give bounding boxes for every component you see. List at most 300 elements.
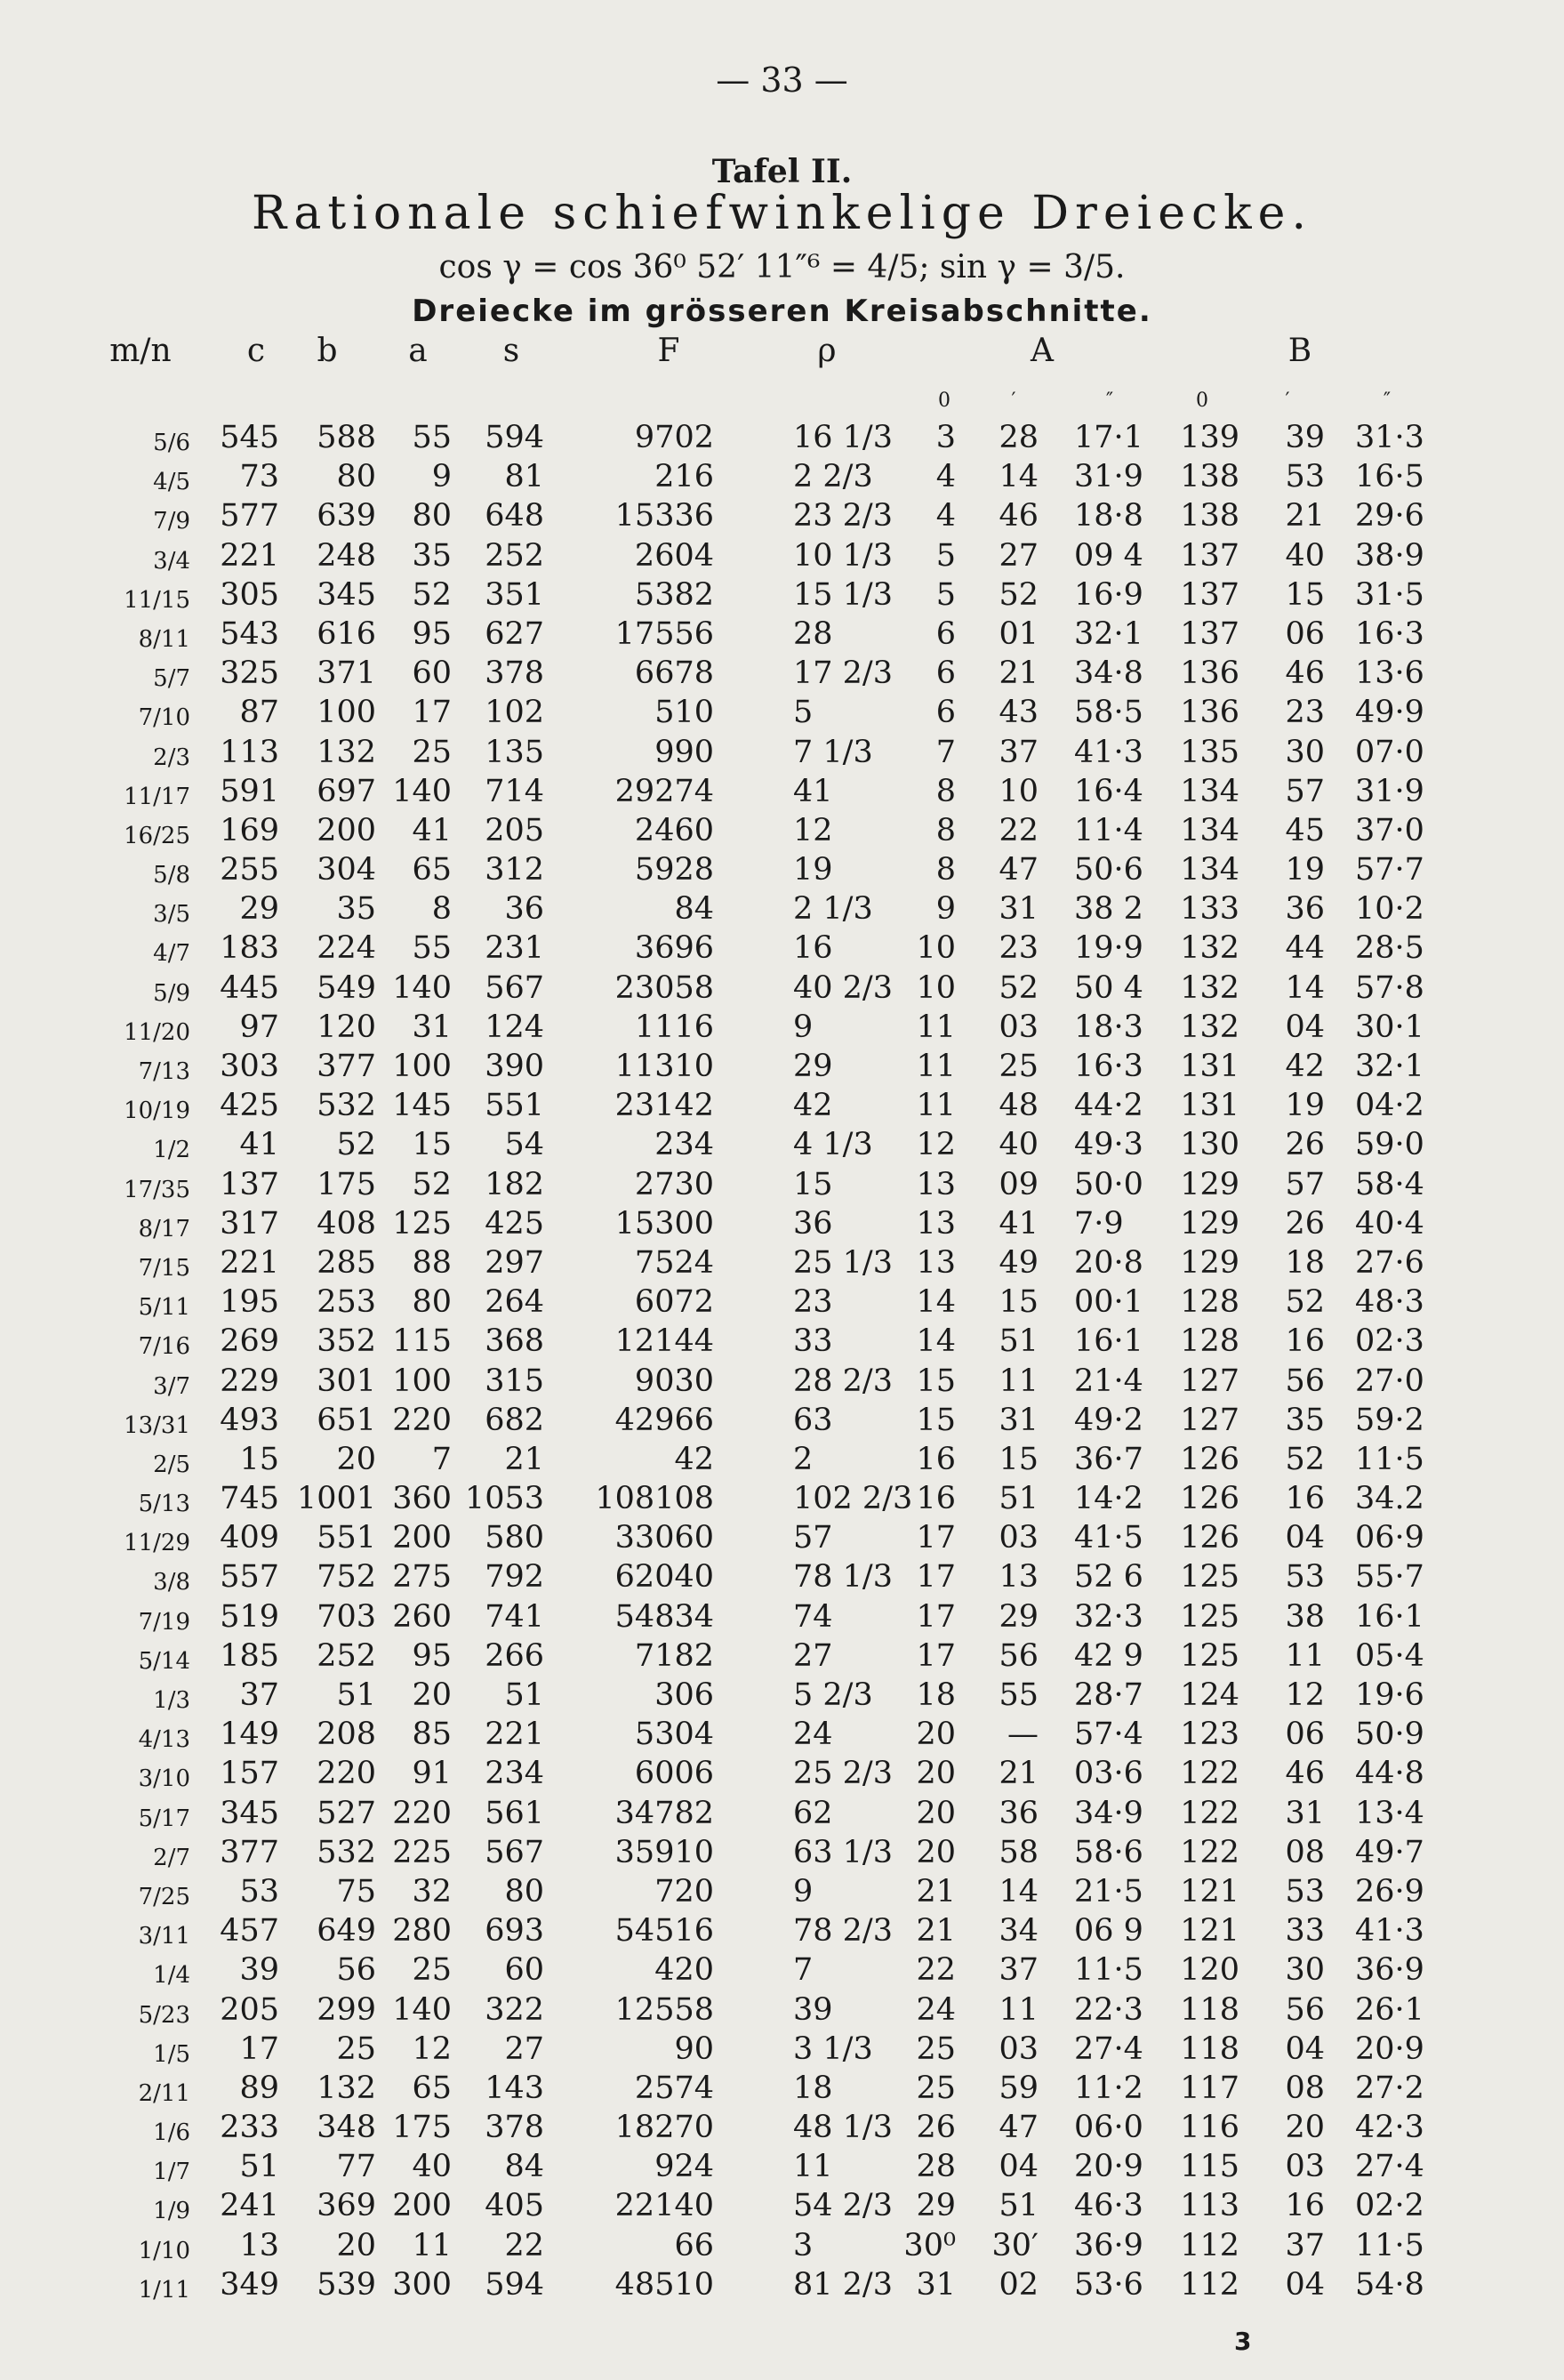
table-row [0,654,1564,693]
cell-B-min: 11 [1285,1637,1325,1674]
cell-b: 539 [317,2266,376,2303]
unit-A-min: ′ [1011,390,1016,412]
cell-A-deg: 12 [916,1127,956,1163]
table-row [0,2147,1564,2186]
cell-rho: 9 [793,1009,814,1045]
cell-B-sec: 26·9 [1355,1873,1424,1910]
cell-c: 591 [220,773,279,809]
cell-B-min: 16 [1285,2188,1325,2224]
cell-A-min: 36 [999,1795,1039,1831]
cell-b: 697 [317,773,376,809]
cell-s: 567 [485,1834,544,1870]
cell-B-sec: 27·6 [1355,1244,1424,1281]
cell-c: 545 [220,420,279,455]
cell-A-min: 29 [999,1598,1039,1635]
cell-F: 11310 [614,1049,714,1084]
cell-F: 29274 [614,773,714,809]
cell-A-min: 28 [999,420,1039,455]
cell-rho: 74 [793,1598,833,1635]
cell-a: 360 [392,1481,452,1517]
cell-mn: 11/15 [124,586,190,614]
cell-a: 20 [412,1677,452,1713]
cell-B-sec: 29·6 [1355,498,1424,535]
cell-s: 741 [485,1598,544,1635]
cell-A-deg: 11 [916,1049,956,1084]
cell-B-min: 18 [1285,1244,1325,1281]
cell-F: 42966 [614,1402,714,1438]
cell-A-sec: 11·2 [1074,2070,1143,2106]
cell-A-deg: 16 [916,1481,956,1517]
cell-mn: 5/14 [138,1647,190,1675]
cell-A-deg: 16 [916,1441,956,1477]
cell-B-sec: 48·3 [1355,1284,1424,1321]
unit-B-sec: ″ [1383,390,1392,412]
cell-F: 6072 [634,1284,714,1321]
header-a: a [408,333,428,369]
cell-F: 42 [674,1441,714,1477]
cell-A-sec: 32·1 [1074,615,1143,652]
cell-s: 627 [485,615,544,652]
cell-A-min: 41 [999,1205,1039,1242]
cell-mn: 1/11 [138,2276,190,2304]
cell-F: 234 [654,1127,714,1163]
cell-a: 55 [412,930,452,967]
cell-mn: 7/19 [138,1608,190,1636]
cell-s: 231 [485,930,544,967]
cell-s: 135 [485,734,544,770]
section-subtitle: Dreiecke im grösseren Kreisabschnitte. [412,293,1152,329]
cell-B-sec: 54·8 [1355,2266,1424,2303]
header-s: s [502,333,520,369]
cell-c: 51 [239,2149,279,2185]
cell-b: 220 [317,1756,376,1792]
cell-s: 297 [485,1244,544,1281]
cell-B-deg: 132 [1180,969,1239,1006]
table-row [0,496,1564,535]
cell-mn: 3/4 [153,547,190,575]
cell-A-sec: 16·4 [1074,773,1143,809]
cell-F: 9030 [634,1363,714,1399]
cell-B-min: 39 [1285,420,1325,455]
cell-mn: 5/6 [153,430,190,456]
header-A: A [1031,333,1054,369]
cell-c: 557 [220,1559,279,1596]
cell-a: 140 [392,773,452,809]
cell-B-sec: 40·4 [1355,1205,1424,1242]
cell-A-sec: 42 9 [1074,1637,1143,1674]
cell-rho: 28 [793,615,833,652]
cell-b: 651 [317,1402,376,1438]
cell-B-sec: 27·4 [1355,2149,1424,2185]
cell-A-min: 51 [999,1481,1039,1517]
cell-F: 15300 [614,1205,714,1242]
cell-mn: 3/7 [153,1372,190,1400]
cell-B-min: 38 [1285,1598,1325,1635]
cell-mn: 11/29 [124,1530,190,1557]
cell-A-deg: 17 [916,1520,956,1556]
cell-s: 425 [485,1205,544,1242]
cell-B-deg: 126 [1180,1481,1239,1517]
cell-A-min: 47 [999,852,1039,888]
cell-c: 229 [220,1363,279,1399]
cell-A-sec: 34·8 [1074,655,1143,692]
cell-rho: 102 2/3 [793,1481,913,1517]
cell-s: 234 [485,1756,544,1792]
cell-a: 7 [431,1441,452,1477]
cell-B-sec: 05·4 [1355,1637,1424,1674]
cell-A-sec: 03·6 [1074,1756,1143,1792]
cell-B-sec: 32·1 [1355,1049,1424,1084]
cell-A-sec: 46·3 [1074,2188,1143,2224]
cell-mn: 7/13 [138,1058,190,1085]
table-row [0,1715,1564,1754]
cell-c: 519 [220,1598,279,1635]
cell-A-sec: 00·1 [1074,1284,1143,1321]
cell-B-deg: 137 [1180,576,1239,613]
cell-B-min: 56 [1285,1991,1325,2028]
cell-s: 22 [504,2227,544,2263]
cell-A-min: 13 [999,1559,1039,1596]
cell-B-min: 52 [1285,1284,1325,1321]
cell-B-sec: 49·9 [1355,695,1424,731]
cell-F: 84 [674,891,714,928]
cell-b: 703 [317,1598,376,1635]
cell-c: 169 [220,812,279,848]
cell-mn: 1/10 [138,2237,190,2264]
cell-B-deg: 117 [1180,2070,1239,2106]
cell-s: 792 [485,1559,544,1596]
cell-mn: 1/6 [153,2119,190,2147]
cell-A-sec: 41·3 [1074,734,1143,770]
cell-s: 182 [485,1166,544,1202]
cell-F: 990 [654,734,714,770]
cell-A-deg: 6 [935,695,956,731]
cell-A-min: 03 [999,1520,1039,1556]
cell-B-deg: 125 [1180,1559,1239,1596]
cell-c: 37 [239,1677,279,1713]
cell-A-sec: 34·9 [1074,1795,1143,1831]
cell-A-sec: 09 4 [1074,537,1143,574]
cell-A-min: 48 [999,1088,1039,1124]
cell-B-deg: 134 [1180,773,1239,809]
cell-A-min: 55 [999,1677,1039,1713]
cell-mn: 5/13 [138,1491,190,1518]
cell-A-sec: 52 6 [1074,1559,1143,1596]
cell-rho: 33 [793,1323,833,1360]
table-row [0,1676,1564,1715]
cell-A-min: 25 [999,1049,1039,1084]
cell-B-deg: 118 [1180,2030,1239,2067]
cell-B-sec: 34.2 [1355,1481,1424,1517]
cell-A-min: 30′ [991,2227,1039,2263]
cell-b: 549 [317,969,376,1006]
cell-B-min: 06 [1285,615,1325,652]
cell-A-min: 37 [999,1952,1039,1989]
cell-A-deg: 8 [935,852,956,888]
cell-rho: 42 [793,1088,833,1124]
cell-b: 56 [336,1952,376,1989]
cell-c: 185 [220,1637,279,1674]
cell-s: 266 [485,1637,544,1674]
cell-a: 80 [412,1284,452,1321]
cell-F: 720 [654,1873,714,1910]
cell-c: 157 [220,1756,279,1792]
cell-A-min: 15 [999,1284,1039,1321]
cell-B-min: 20 [1285,2110,1325,2146]
cell-c: 149 [220,1717,279,1753]
cell-B-deg: 130 [1180,1127,1239,1163]
cell-B-sec: 27·0 [1355,1363,1424,1399]
cell-B-min: 14 [1285,969,1325,1006]
page-title: Rationale schiefwinkelige Dreiecke. [252,187,1312,240]
cell-B-min: 12 [1285,1677,1325,1713]
cell-F: 2460 [634,812,714,848]
table-row [0,733,1564,772]
cell-B-sec: 30·1 [1355,1009,1424,1045]
cell-rho: 63 1/3 [793,1834,893,1870]
cell-F: 35910 [614,1834,714,1870]
cell-B-deg: 133 [1180,891,1239,928]
cell-A-deg: 21 [916,1913,956,1950]
cell-s: 21 [504,1441,544,1477]
cell-F: 34782 [614,1795,714,1831]
table-row [0,1008,1564,1047]
cell-A-deg: 17 [916,1598,956,1635]
cell-F: 33060 [614,1520,714,1556]
cell-c: 137 [220,1166,279,1202]
cell-b: 75 [336,1873,376,1910]
cell-B-deg: 122 [1180,1795,1239,1831]
cell-a: 275 [392,1559,452,1596]
cell-mn: 11/17 [124,783,190,810]
cell-A-deg: 3 [935,420,956,455]
table-row [0,1440,1564,1479]
cell-c: 29 [239,891,279,928]
table-row [0,1636,1564,1676]
cell-B-sec: 16·1 [1355,1598,1424,1635]
cell-rho: 9 [793,1873,814,1910]
cell-B-deg: 122 [1180,1834,1239,1870]
cell-a: 100 [392,1363,452,1399]
cell-B-min: 19 [1285,852,1325,888]
cell-B-deg: 128 [1180,1323,1239,1360]
cell-A-sec: 38 2 [1074,891,1143,928]
table-row [0,772,1564,811]
cell-A-deg: 6 [935,655,956,692]
cell-b: 77 [336,2149,376,2185]
cell-B-min: 57 [1285,1166,1325,1202]
cell-c: 425 [220,1088,279,1124]
cell-B-deg: 132 [1180,1009,1239,1045]
cell-B-sec: 57·7 [1355,852,1424,888]
cell-A-deg: 9 [935,891,956,928]
cell-A-deg: 30⁰ [903,2227,956,2263]
cell-A-min: — [1007,1717,1039,1753]
cell-B-deg: 138 [1180,459,1239,495]
cell-a: 175 [392,2110,452,2146]
cell-F: 18270 [614,2110,714,2146]
cell-c: 41 [239,1127,279,1163]
cell-B-sec: 55·7 [1355,1559,1424,1596]
table-row [0,457,1564,496]
cell-B-sec: 38·9 [1355,537,1424,574]
cell-A-sec: 50·6 [1074,852,1143,888]
cell-A-deg: 14 [916,1323,956,1360]
cell-c: 221 [220,1244,279,1281]
cell-b: 532 [317,1088,376,1124]
cell-rho: 78 1/3 [793,1559,893,1596]
cell-B-min: 44 [1285,930,1325,967]
cell-s: 54 [504,1127,544,1163]
cell-c: 543 [220,615,279,652]
table-row [0,1282,1564,1322]
cell-B-deg: 121 [1180,1873,1239,1910]
cell-B-sec: 31·9 [1355,773,1424,809]
data-table [0,418,1564,2304]
table-row [0,889,1564,929]
cell-a: 41 [412,812,452,848]
table-row [0,2069,1564,2108]
table-row [0,1518,1564,1557]
cell-A-deg: 11 [916,1088,956,1124]
cell-c: 89 [239,2070,279,2106]
cell-A-min: 31 [999,891,1039,928]
cell-B-min: 56 [1285,1363,1325,1399]
cell-a: 100 [392,1049,452,1084]
cell-A-deg: 20 [916,1795,956,1831]
cell-c: 445 [220,969,279,1006]
cell-s: 252 [485,537,544,574]
cell-s: 60 [504,1952,544,1989]
cell-B-sec: 02·3 [1355,1323,1424,1360]
cell-mn: 5/17 [138,1805,190,1832]
cell-b: 248 [317,537,376,574]
cell-mn: 4/5 [153,469,190,496]
cell-s: 567 [485,969,544,1006]
cell-b: 52 [336,1127,376,1163]
cell-a: 140 [392,1991,452,2028]
cell-rho: 39 [793,1991,833,2028]
cell-B-deg: 128 [1180,1284,1239,1321]
cell-rho: 16 1/3 [793,420,893,455]
cell-c: 53 [239,1873,279,1910]
cell-B-sec: 41·3 [1355,1913,1424,1950]
cell-A-deg: 15 [916,1363,956,1399]
cell-rho: 23 2/3 [793,498,893,535]
cell-b: 369 [317,2188,376,2224]
cell-s: 390 [485,1049,544,1084]
cell-F: 2604 [634,537,714,574]
cell-s: 51 [504,1677,544,1713]
cell-B-sec: 04·2 [1355,1088,1424,1124]
table-row [0,1911,1564,1950]
cell-c: 205 [220,1991,279,2028]
cell-rho: 57 [793,1520,833,1556]
cell-s: 84 [504,2149,544,2185]
cell-A-sec: 11·4 [1074,812,1143,848]
cell-B-sec: 20·9 [1355,2030,1424,2067]
cell-b: 345 [317,576,376,613]
cell-B-deg: 136 [1180,655,1239,692]
cell-F: 22140 [614,2188,714,2224]
cell-B-deg: 125 [1180,1598,1239,1635]
cell-c: 457 [220,1913,279,1950]
cell-B-deg: 132 [1180,930,1239,967]
cell-A-deg: 5 [935,576,956,613]
cell-A-sec: 36·7 [1074,1441,1143,1477]
cell-A-sec: 16·9 [1074,576,1143,613]
cell-b: 132 [317,734,376,770]
cell-A-deg: 17 [916,1559,956,1596]
cell-A-sec: 16·1 [1074,1323,1143,1360]
cell-B-min: 45 [1285,812,1325,848]
cell-F: 54516 [614,1913,714,1950]
cell-B-deg: 131 [1180,1088,1239,1124]
cell-B-sec: 31·5 [1355,576,1424,613]
cell-mn: 1/2 [153,1137,190,1164]
cell-c: 493 [220,1402,279,1438]
cell-mn: 3/10 [138,1765,190,1793]
cell-B-sec: 49·7 [1355,1834,1424,1870]
table-row [0,693,1564,732]
cell-B-min: 31 [1285,1795,1325,1831]
cell-B-deg: 123 [1180,1717,1239,1753]
cell-A-deg: 11 [916,1009,956,1045]
cell-B-min: 04 [1285,2030,1325,2067]
cell-c: 87 [239,695,279,731]
cell-B-deg: 131 [1180,1049,1239,1084]
cell-rho: 7 1/3 [793,734,873,770]
cell-B-deg: 138 [1180,498,1239,535]
cell-A-sec: 20·9 [1074,2149,1143,2185]
cell-c: 305 [220,576,279,613]
cell-A-min: 14 [999,459,1039,495]
cell-B-min: 57 [1285,773,1325,809]
table-row [0,1165,1564,1204]
cell-A-sec: 27·4 [1074,2030,1143,2067]
table-label: Tafel II. [711,153,853,190]
cell-s: 594 [485,2266,544,2303]
cell-c: 39 [239,1952,279,1989]
cell-a: 115 [392,1323,452,1360]
cell-B-min: 08 [1285,2070,1325,2106]
cell-rho: 12 [793,812,833,848]
cell-b: 100 [317,695,376,731]
cell-mn: 1/7 [153,2159,190,2186]
cell-B-min: 04 [1285,1009,1325,1045]
table-row [0,2186,1564,2225]
cell-mn: 5/23 [138,2001,190,2029]
cell-a: 80 [412,498,452,535]
cell-A-sec: 18·8 [1074,498,1143,535]
cell-c: 269 [220,1323,279,1360]
cell-s: 378 [485,655,544,692]
cell-b: 527 [317,1795,376,1831]
cell-mn: 7/16 [138,1333,190,1361]
cell-A-sec: 21·5 [1074,1873,1143,1910]
cell-c: 233 [220,2110,279,2146]
cell-B-sec: 13·4 [1355,1795,1424,1831]
cell-c: 73 [239,459,279,495]
cell-A-min: 11 [999,1363,1039,1399]
cell-a: 85 [412,1717,452,1753]
cell-B-sec: 02·2 [1355,2188,1424,2224]
cell-A-sec: 7·9 [1074,1205,1124,1242]
cell-A-deg: 13 [916,1166,956,1202]
cell-b: 120 [317,1009,376,1045]
cell-b: 649 [317,1913,376,1950]
table-row [0,1597,1564,1636]
